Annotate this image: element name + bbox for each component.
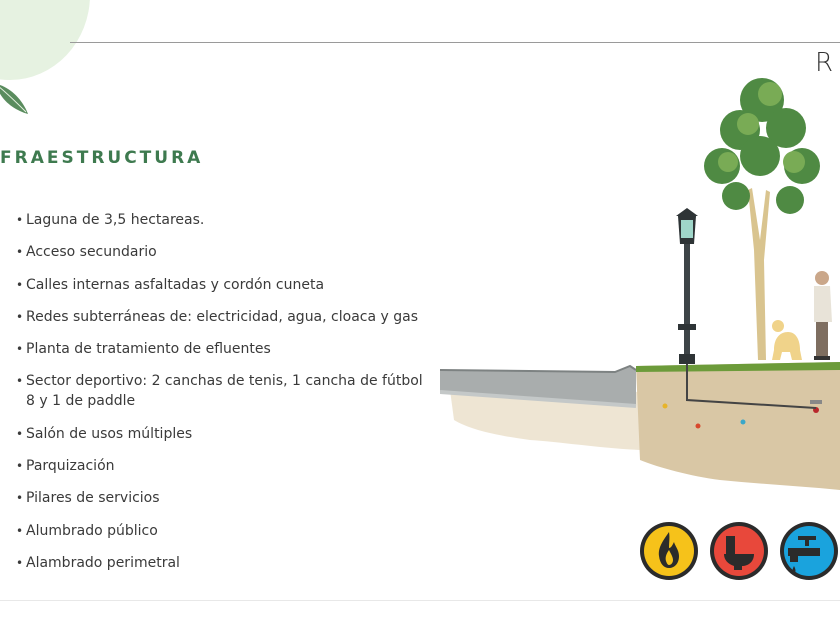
decorative-circle	[0, 0, 90, 80]
water-faucet-icon	[780, 522, 838, 580]
list-item: • Planta de tratamiento de efluentes	[16, 339, 436, 359]
list-item: • Pilares de servicios	[16, 488, 436, 508]
list-item: • Redes subterráneas de: electricidad, agua, cloaca y gas	[16, 307, 436, 327]
gas-flame-icon	[640, 522, 698, 580]
list-item: • Sector deportivo: 2 canchas de tenis, 1 cancha de fútbol 8 y 1 de paddle	[16, 371, 436, 411]
header-divider	[70, 42, 840, 43]
list-item: • Calles internas asfaltadas y cordón cuneta	[16, 275, 436, 295]
sewer-toilet-icon	[710, 522, 768, 580]
feature-list	[16, 210, 436, 585]
footer-divider	[0, 600, 840, 601]
list-item: • Salón de usos múltiples	[16, 424, 436, 444]
infrastructure-illustration	[440, 70, 840, 510]
service-icons	[638, 518, 840, 584]
list-item: • Laguna de 3,5 hectareas.	[16, 210, 436, 230]
list-item: • Alumbrado público	[16, 521, 436, 541]
page-corner-letter: R	[815, 48, 834, 78]
list-item: • Alambrado perimetral	[16, 553, 436, 573]
list-item: • Acceso secundario	[16, 242, 436, 262]
list-item: • Parquización	[16, 456, 436, 476]
section-title: FRAESTRUCTURA	[0, 148, 204, 168]
leaf-icon	[0, 76, 34, 116]
